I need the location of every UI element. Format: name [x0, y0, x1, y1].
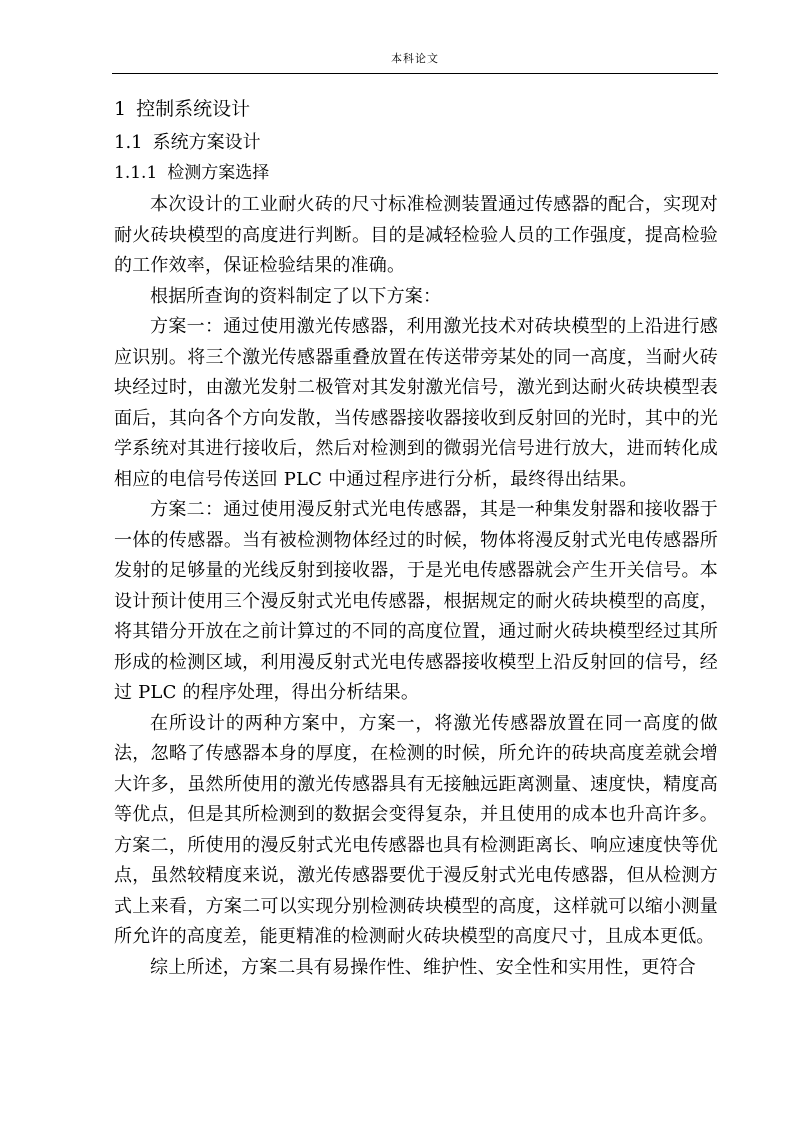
paragraph-intro: 本次设计的工业耐火砖的尺寸标准检测装置通过传感器的配合，实现对耐火砖块模型的高度进行判断。目的是减轻检验人员的工作强度，提高检验的工作效率，保证检验结果的准确。	[114, 194, 718, 276]
running-header: 本科论文	[391, 52, 439, 65]
paragraph-comparison: 在所设计的两种方案中，方案一，将激光传感器放置在同一高度的做法，忽略了传感器本身的厚度，在检测的时候，所允许的砖块高度差就会增大许多，虽然所使用的激光传感器具有无接触远距离测量、速度快，精度高等优点，但是其所检测到的数据会变得复杂，并且使用的成本也升高许多。方案二，所使用的漫反射式光电传感器也具有检测距离长、响应速度快等优点，虽然较精度来说，激光传感器要优于漫反射式光电传感器，但从检测方式上来看，方案二可以实现分别检测砖块模型的高度，这样就可以缩小测量所允许的高度差，能更精准的检测耐火砖块模型的高度尺寸，且成本更低。	[114, 712, 718, 947]
paragraph-plan-lead: 根据所查询的资料制定了以下方案：	[150, 285, 442, 307]
paragraph-conclusion: 综上所述，方案二具有易操作性、维护性、安全性和实用性，更符合	[150, 956, 696, 978]
subsection-heading	[114, 160, 269, 186]
header-divider	[112, 73, 718, 74]
chapter-number: 1	[114, 98, 127, 120]
chapter-title: 控制系统设计	[136, 98, 251, 120]
section-heading	[114, 130, 261, 156]
section-number: 1.1	[114, 132, 143, 153]
body-text	[114, 190, 718, 983]
paragraph-plan-two: 方案二：通过使用漫反射式光电传感器，其是一种集发射器和接收器于一体的传感器。当有被检测物体经过的时候，物体将漫反射式光电传感器所发射的足够量的光线反射到接收器，于是光电传感器就会产生开关信号。本设计预计使用三个漫反射式光电传感器，根据规定的耐火砖块模型的高度，将其错分开放在之前计算过的不同的高度位置，通过耐火砖块模型经过其所形成的检测区域，利用漫反射式光电传感器接收模型上沿反射回的信号，经过 PLC 的程序处理，得出分析结果。	[114, 499, 718, 703]
chapter-heading	[114, 96, 250, 122]
subsection-number: 1.1.1	[114, 163, 158, 183]
paragraph-plan-one: 方案一：通过使用激光传感器，利用激光技术对砖块模型的上沿进行感应识别。将三个激光传感器重叠放置在传送带旁某处的同一高度，当耐火砖块经过时，由激光发射二极管对其发射激光信号，激光到达耐火砖块模型表面后，其向各个方向发散，当传感器接收器接收到反射回的光时，其中的光学系统对其进行接收后，然后对检测到的微弱光信号进行放大，进而转化成相应的电信号传送回 PLC 中通过程序进行分析，最终得出结果。	[114, 316, 718, 490]
section-title: 系统方案设计	[152, 132, 261, 153]
subsection-title: 检测方案选择	[167, 163, 270, 183]
